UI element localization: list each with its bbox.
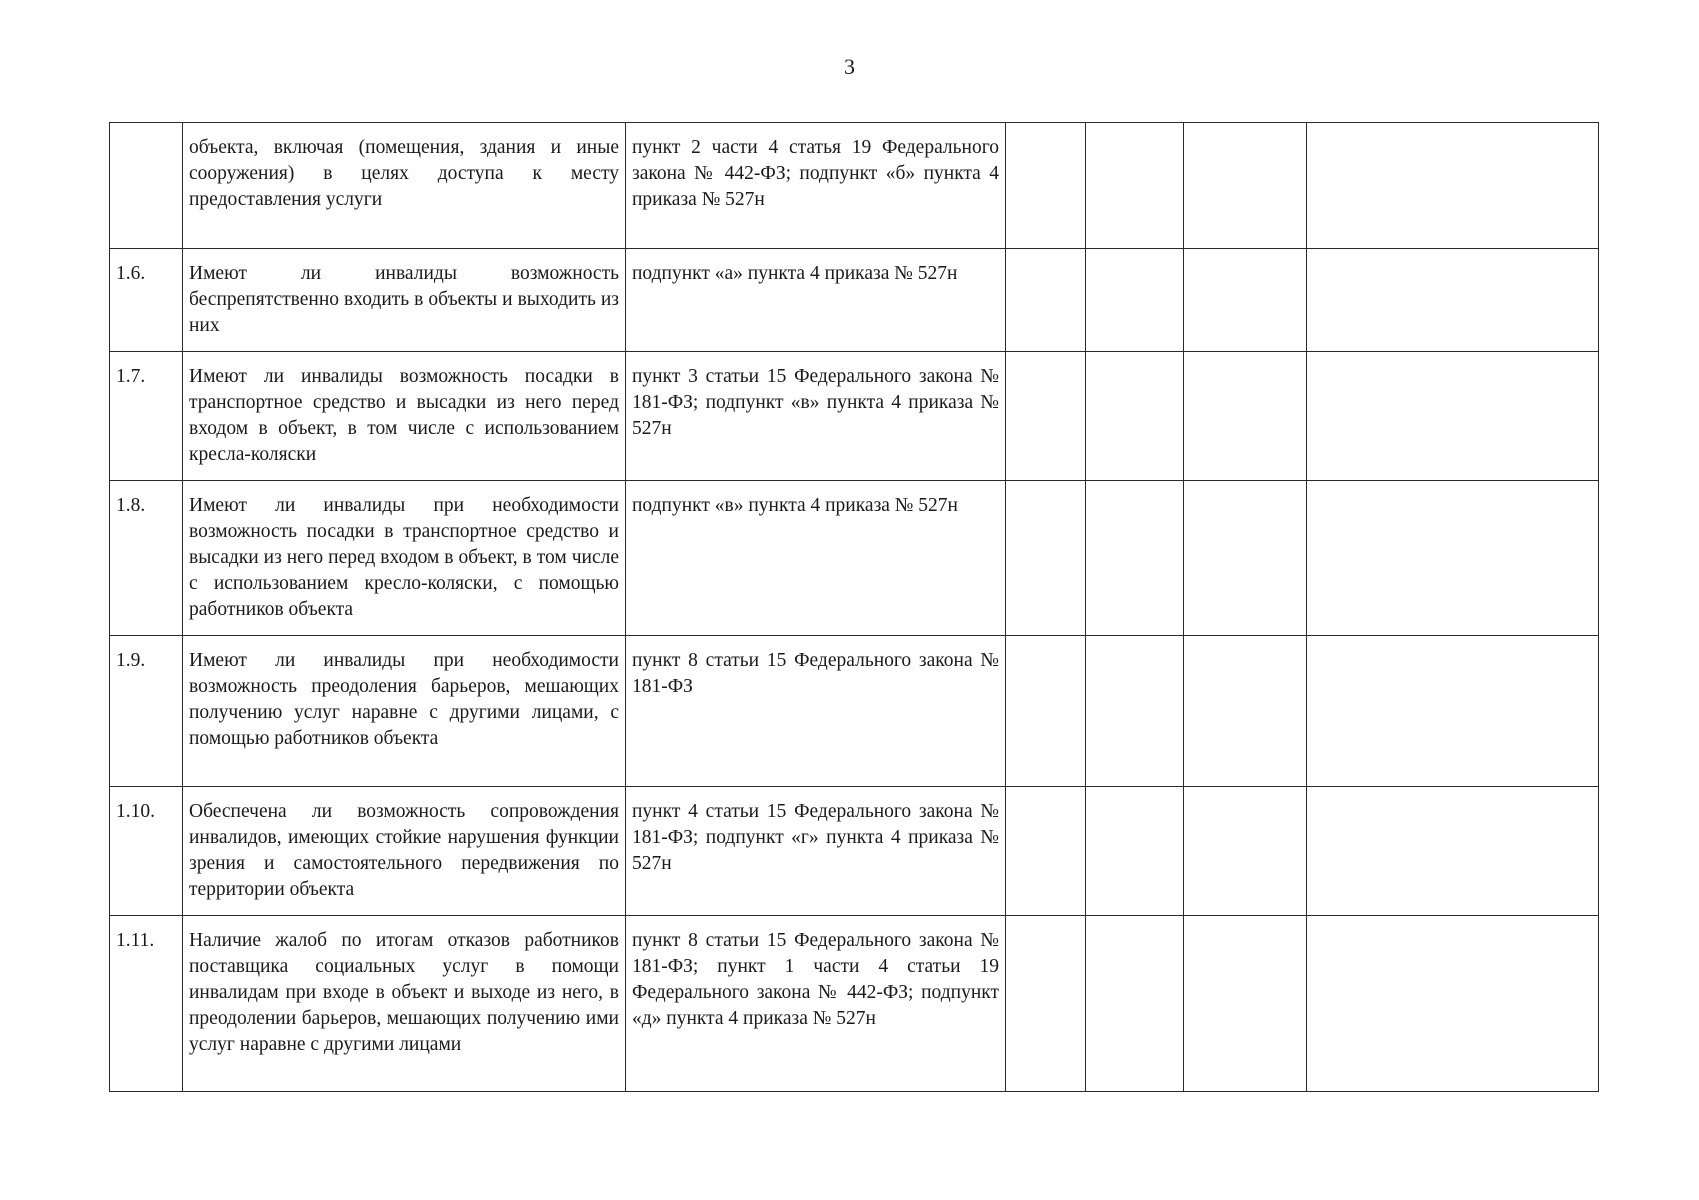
table-row xyxy=(110,787,1599,916)
page-number: 3 xyxy=(844,54,855,79)
row-number: 1.9. xyxy=(110,636,183,787)
table-row xyxy=(110,352,1599,481)
notes-cell[interactable] xyxy=(1307,787,1599,916)
notes-cell[interactable] xyxy=(1307,481,1599,636)
legal-norms-text: подпункт «а» пункта 4 приказа № 527н xyxy=(626,249,1006,352)
answer-yes-cell[interactable] xyxy=(1006,123,1086,249)
answer-no-cell[interactable] xyxy=(1086,249,1184,352)
answer-yes-cell[interactable] xyxy=(1006,636,1086,787)
table-row xyxy=(110,249,1599,352)
legal-norms-text: пункт 8 статьи 15 Федерального закона № 181-ФЗ; пункт 1 части 4 статьи 19 Федерального закона № 442-ФЗ; подпункт «д» пункта 4 приказа № 527н xyxy=(626,916,1006,1092)
answer-na-cell[interactable] xyxy=(1184,249,1307,352)
answer-yes-cell[interactable] xyxy=(1006,249,1086,352)
answer-na-cell[interactable] xyxy=(1184,787,1307,916)
answer-no-cell[interactable] xyxy=(1086,636,1184,787)
row-number: 1.11. xyxy=(110,916,183,1092)
row-number: 1.7. xyxy=(110,352,183,481)
row-number: 1.10. xyxy=(110,787,183,916)
row-number: 1.6. xyxy=(110,249,183,352)
table-row xyxy=(110,123,1599,249)
requirement-text: Обеспечена ли возможность сопровождения инвалидов, имеющих стойкие нарушения функции зрения и самостоятельного передвижения по территории объекта xyxy=(183,787,626,916)
requirement-text: Имеют ли инвалиды при необходимости возможность посадки в транспортное средство и высадки из него перед входом в объект, в том числе с использованием кресло-коляски, с помощью работников объекта xyxy=(183,481,626,636)
table-row xyxy=(110,916,1599,1092)
answer-no-cell[interactable] xyxy=(1086,481,1184,636)
answer-na-cell[interactable] xyxy=(1184,916,1307,1092)
answer-na-cell[interactable] xyxy=(1184,636,1307,787)
legal-norms-text: подпункт «в» пункта 4 приказа № 527н xyxy=(626,481,1006,636)
requirement-text: Наличие жалоб по итогам отказов работников поставщика социальных услуг в помощи инвалидам при входе в объект и выходе из него, в преодолении барьеров, мешающих получению ими услуг наравне с другими лицами xyxy=(183,916,626,1092)
requirement-text: Имеют ли инвалиды возможность посадки в транспортное средство и высадки из него перед входом в объект, в том числе с использованием кресла-коляски xyxy=(183,352,626,481)
answer-yes-cell[interactable] xyxy=(1006,787,1086,916)
answer-no-cell[interactable] xyxy=(1086,916,1184,1092)
answer-yes-cell[interactable] xyxy=(1006,481,1086,636)
legal-norms-text: пункт 4 статьи 15 Федерального закона № 181-ФЗ; подпункт «г» пункта 4 приказа № 527н xyxy=(626,787,1006,916)
legal-norms-text: пункт 2 части 4 статья 19 Федерального закона № 442-ФЗ; подпункт «б» пункта 4 приказа № 527н xyxy=(626,123,1006,249)
legal-norms-text: пункт 3 статьи 15 Федерального закона № 181-ФЗ; подпункт «в» пункта 4 приказа № 527н xyxy=(626,352,1006,481)
requirement-text: Имеют ли инвалиды возможность беспрепятственно входить в объекты и выходить из них xyxy=(183,249,626,352)
row-number: 1.8. xyxy=(110,481,183,636)
table-row xyxy=(110,636,1599,787)
answer-yes-cell[interactable] xyxy=(1006,916,1086,1092)
checklist-table xyxy=(109,122,1599,1092)
notes-cell[interactable] xyxy=(1307,123,1599,249)
notes-cell[interactable] xyxy=(1307,352,1599,481)
answer-yes-cell[interactable] xyxy=(1006,352,1086,481)
requirement-text: Имеют ли инвалиды при необходимости возможность преодоления барьеров, мешающих получению услуг наравне с другими лицами, с помощью работников объекта xyxy=(183,636,626,787)
requirement-text: объекта, включая (помещения, здания и иные сооружения) в целях доступа к месту предоставления услуги xyxy=(183,123,626,249)
answer-na-cell[interactable] xyxy=(1184,352,1307,481)
answer-na-cell[interactable] xyxy=(1184,123,1307,249)
notes-cell[interactable] xyxy=(1307,916,1599,1092)
row-number xyxy=(110,123,183,249)
notes-cell[interactable] xyxy=(1307,636,1599,787)
legal-norms-text: пункт 8 статьи 15 Федерального закона № 181-ФЗ xyxy=(626,636,1006,787)
answer-no-cell[interactable] xyxy=(1086,123,1184,249)
table-row xyxy=(110,481,1599,636)
notes-cell[interactable] xyxy=(1307,249,1599,352)
answer-na-cell[interactable] xyxy=(1184,481,1307,636)
answer-no-cell[interactable] xyxy=(1086,787,1184,916)
answer-no-cell[interactable] xyxy=(1086,352,1184,481)
